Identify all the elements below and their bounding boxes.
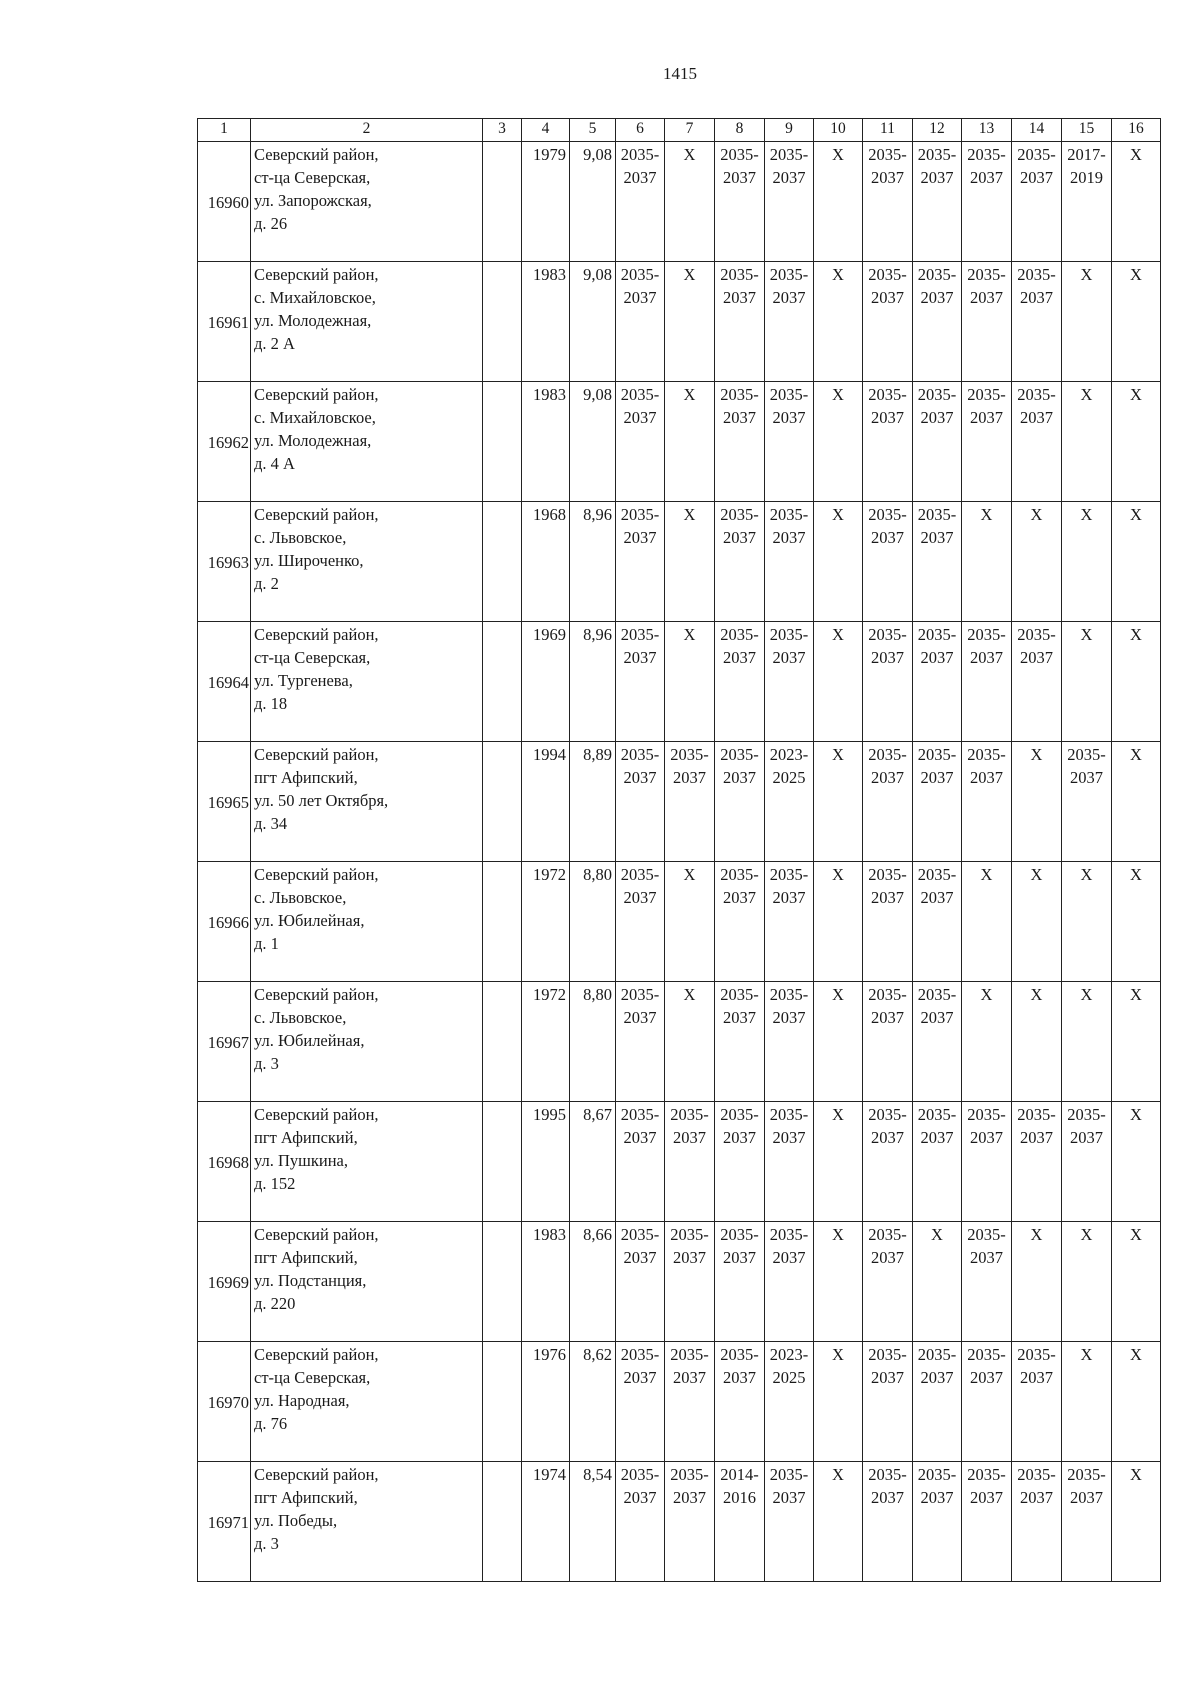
address-cell: Северский район, ст-ца Северская, ул. Тургенева, д. 18 (251, 622, 483, 742)
period-cell: X (913, 1222, 962, 1342)
table-row (198, 1222, 1161, 1342)
period-cell: X (1062, 1222, 1112, 1342)
period-cell: 2035- 2037 (863, 262, 913, 382)
period-cell: X (1062, 1342, 1112, 1462)
period-cell: 2035- 2037 (1012, 622, 1062, 742)
period-cell: 2035- 2037 (863, 862, 913, 982)
table-row (198, 1342, 1161, 1462)
table-row (198, 1102, 1161, 1222)
address-cell: Северский район, с. Львовское, ул. Юбилейная, д. 3 (251, 982, 483, 1102)
period-cell: 2035- 2037 (715, 382, 765, 502)
period-cell: 2035- 2037 (616, 862, 665, 982)
column-number: 6 (616, 119, 665, 142)
period-cell: X (1112, 862, 1161, 982)
period-cell: X (665, 262, 715, 382)
period-cell: 2035- 2037 (715, 622, 765, 742)
period-cell: 2035- 2037 (765, 982, 814, 1102)
period-cell: 2035- 2037 (962, 382, 1012, 502)
period-cell: 2035- 2037 (863, 1462, 913, 1582)
period-cell: 2035- 2037 (616, 262, 665, 382)
period-cell: X (814, 1462, 863, 1582)
period-cell: 2014- 2016 (715, 1462, 765, 1582)
period-cell: X (1112, 982, 1161, 1102)
period-cell: 2035- 2037 (616, 1102, 665, 1222)
table-row (198, 142, 1161, 262)
column-number: 1 (198, 119, 251, 142)
period-cell: 2035- 2037 (1062, 1102, 1112, 1222)
period-cell: X (1062, 502, 1112, 622)
period-cell: 2035- 2037 (715, 1222, 765, 1342)
period-cell: 2035- 2037 (962, 1462, 1012, 1582)
period-cell: 2035- 2037 (913, 142, 962, 262)
table-row (198, 742, 1161, 862)
period-cell: 2035- 2037 (665, 1222, 715, 1342)
period-cell: 2035- 2037 (962, 622, 1012, 742)
column-3-cell (483, 982, 522, 1102)
page-number: 1415 (663, 64, 697, 83)
period-cell: 2035- 2037 (962, 742, 1012, 862)
period-cell: X (1012, 862, 1062, 982)
column-3-cell (483, 862, 522, 982)
row-id-cell: 16964 (198, 622, 251, 742)
column-3-cell (483, 1462, 522, 1582)
address-cell: Северский район, с. Львовское, ул. Юбилейная, д. 1 (251, 862, 483, 982)
period-cell: 2035- 2037 (962, 1222, 1012, 1342)
period-cell: 2035- 2037 (913, 262, 962, 382)
period-cell: X (665, 862, 715, 982)
value-cell: 8,54 (570, 1462, 616, 1582)
period-cell: X (1062, 982, 1112, 1102)
period-cell: 2035- 2037 (913, 502, 962, 622)
period-cell: 2035- 2037 (616, 742, 665, 862)
table-row (198, 622, 1161, 742)
period-cell: 2035- 2037 (1062, 1462, 1112, 1582)
table-row (198, 862, 1161, 982)
column-number: 11 (863, 119, 913, 142)
year-cell: 1974 (522, 1462, 570, 1582)
period-cell: 2035- 2037 (715, 862, 765, 982)
period-cell: 2035- 2037 (715, 502, 765, 622)
period-cell: 2035- 2037 (863, 1102, 913, 1222)
period-cell: 2035- 2037 (863, 622, 913, 742)
column-number: 16 (1112, 119, 1161, 142)
period-cell: 2035- 2037 (863, 742, 913, 862)
address-cell: Северский район, ст-ца Северская, ул. Запорожская, д. 26 (251, 142, 483, 262)
period-cell: 2035- 2037 (1062, 742, 1112, 862)
row-id-cell: 16960 (198, 142, 251, 262)
period-cell: 2035- 2037 (913, 1102, 962, 1222)
period-cell: X (1112, 262, 1161, 382)
period-cell: 2035- 2037 (1012, 262, 1062, 382)
table-row (198, 262, 1161, 382)
period-cell: X (1062, 262, 1112, 382)
period-cell: X (814, 262, 863, 382)
period-cell: X (665, 382, 715, 502)
period-cell: 2035- 2037 (715, 142, 765, 262)
column-number: 9 (765, 119, 814, 142)
value-cell: 8,96 (570, 622, 616, 742)
value-cell: 8,80 (570, 862, 616, 982)
period-cell: 2023- 2025 (765, 1342, 814, 1462)
year-cell: 1983 (522, 262, 570, 382)
period-cell: X (1112, 1342, 1161, 1462)
period-cell: 2035- 2037 (765, 382, 814, 502)
period-cell: 2035- 2037 (962, 142, 1012, 262)
period-cell: X (814, 1102, 863, 1222)
column-3-cell (483, 622, 522, 742)
period-cell: 2035- 2037 (715, 1342, 765, 1462)
value-cell: 8,67 (570, 1102, 616, 1222)
period-cell: 2035- 2037 (616, 1342, 665, 1462)
period-cell: 2035- 2037 (1012, 142, 1062, 262)
registry-table (197, 118, 1161, 1582)
column-3-cell (483, 1102, 522, 1222)
period-cell: X (665, 502, 715, 622)
period-cell: X (1012, 1222, 1062, 1342)
period-cell: 2035- 2037 (765, 502, 814, 622)
column-3-cell (483, 742, 522, 862)
address-cell: Северский район, пгт Афипский, ул. Подстанция, д. 220 (251, 1222, 483, 1342)
period-cell: X (1062, 382, 1112, 502)
period-cell: 2035- 2037 (1012, 1102, 1062, 1222)
period-cell: 2035- 2037 (913, 742, 962, 862)
year-cell: 1995 (522, 1102, 570, 1222)
period-cell: X (1112, 1102, 1161, 1222)
period-cell: X (814, 1342, 863, 1462)
period-cell: X (1062, 622, 1112, 742)
address-cell: Северский район, пгт Афипский, ул. Пушкина, д. 152 (251, 1102, 483, 1222)
period-cell: 2035- 2037 (962, 1342, 1012, 1462)
period-cell: X (665, 982, 715, 1102)
column-number: 7 (665, 119, 715, 142)
value-cell: 9,08 (570, 142, 616, 262)
address-cell: Северский район, пгт Афипский, ул. 50 лет Октября, д. 34 (251, 742, 483, 862)
period-cell: X (962, 502, 1012, 622)
period-cell: 2035- 2037 (913, 382, 962, 502)
row-id-cell: 16967 (198, 982, 251, 1102)
period-cell: 2035- 2037 (913, 1342, 962, 1462)
period-cell: 2035- 2037 (913, 1462, 962, 1582)
period-cell: 2035- 2037 (765, 1222, 814, 1342)
year-cell: 1969 (522, 622, 570, 742)
column-3-cell (483, 262, 522, 382)
value-cell: 8,62 (570, 1342, 616, 1462)
period-cell: 2035- 2037 (616, 622, 665, 742)
period-cell: 2035- 2037 (913, 622, 962, 742)
table-row (198, 1462, 1161, 1582)
period-cell: 2035- 2037 (665, 1462, 715, 1582)
column-number: 13 (962, 119, 1012, 142)
column-number: 4 (522, 119, 570, 142)
period-cell: 2035- 2037 (1012, 382, 1062, 502)
column-number: 14 (1012, 119, 1062, 142)
period-cell: X (814, 502, 863, 622)
row-id-cell: 16963 (198, 502, 251, 622)
period-cell: 2035- 2037 (616, 1462, 665, 1582)
period-cell: X (814, 862, 863, 982)
column-number: 15 (1062, 119, 1112, 142)
table-row (198, 382, 1161, 502)
period-cell: 2035- 2037 (913, 982, 962, 1102)
address-cell: Северский район, пгт Афипский, ул. Победы, д. 3 (251, 1462, 483, 1582)
year-cell: 1976 (522, 1342, 570, 1462)
column-3-cell (483, 502, 522, 622)
period-cell: 2035- 2037 (765, 1462, 814, 1582)
column-number: 10 (814, 119, 863, 142)
address-cell: Северский район, с. Михайловское, ул. Молодежная, д. 2 А (251, 262, 483, 382)
period-cell: 2035- 2037 (863, 1222, 913, 1342)
column-3-cell (483, 142, 522, 262)
period-cell: X (814, 982, 863, 1102)
table-row (198, 502, 1161, 622)
address-cell: Северский район, с. Львовское, ул. Широченко, д. 2 (251, 502, 483, 622)
period-cell: X (814, 622, 863, 742)
row-id-cell: 16966 (198, 862, 251, 982)
period-cell: 2035- 2037 (863, 142, 913, 262)
year-cell: 1979 (522, 142, 570, 262)
period-cell: X (1112, 622, 1161, 742)
period-cell: 2035- 2037 (616, 502, 665, 622)
row-id-cell: 16965 (198, 742, 251, 862)
column-number-row (198, 119, 1161, 142)
period-cell: X (1012, 982, 1062, 1102)
period-cell: X (1112, 142, 1161, 262)
period-cell: 2035- 2037 (765, 862, 814, 982)
period-cell: 2035- 2037 (863, 502, 913, 622)
column-number: 5 (570, 119, 616, 142)
period-cell: 2035- 2037 (616, 382, 665, 502)
year-cell: 1972 (522, 862, 570, 982)
period-cell: 2035- 2037 (715, 982, 765, 1102)
year-cell: 1994 (522, 742, 570, 862)
row-id-cell: 16971 (198, 1462, 251, 1582)
address-cell: Северский район, ст-ца Северская, ул. Народная, д. 76 (251, 1342, 483, 1462)
period-cell: 2023- 2025 (765, 742, 814, 862)
period-cell: 2035- 2037 (616, 982, 665, 1102)
period-cell: 2035- 2037 (962, 1102, 1012, 1222)
period-cell: X (962, 862, 1012, 982)
year-cell: 1983 (522, 382, 570, 502)
row-id-cell: 16969 (198, 1222, 251, 1342)
period-cell: X (1112, 1222, 1161, 1342)
period-cell: X (1112, 742, 1161, 862)
period-cell: 2035- 2037 (715, 742, 765, 862)
period-cell: 2035- 2037 (765, 262, 814, 382)
value-cell: 8,66 (570, 1222, 616, 1342)
period-cell: 2035- 2037 (1012, 1462, 1062, 1582)
period-cell: X (1012, 742, 1062, 862)
period-cell: X (814, 382, 863, 502)
period-cell: 2035- 2037 (715, 1102, 765, 1222)
column-3-cell (483, 382, 522, 502)
period-cell: X (1112, 502, 1161, 622)
year-cell: 1968 (522, 502, 570, 622)
row-id-cell: 16962 (198, 382, 251, 502)
period-cell: X (665, 142, 715, 262)
column-number: 3 (483, 119, 522, 142)
period-cell: X (1012, 502, 1062, 622)
period-cell: 2035- 2037 (765, 622, 814, 742)
value-cell: 8,80 (570, 982, 616, 1102)
period-cell: X (962, 982, 1012, 1102)
period-cell: 2035- 2037 (863, 982, 913, 1102)
value-cell: 9,08 (570, 262, 616, 382)
period-cell: X (814, 742, 863, 862)
period-cell: 2035- 2037 (1012, 1342, 1062, 1462)
period-cell: 2035- 2037 (765, 142, 814, 262)
row-id-cell: 16961 (198, 262, 251, 382)
period-cell: 2035- 2037 (913, 862, 962, 982)
column-number: 8 (715, 119, 765, 142)
period-cell: 2035- 2037 (616, 142, 665, 262)
period-cell: 2035- 2037 (715, 262, 765, 382)
year-cell: 1983 (522, 1222, 570, 1342)
period-cell: X (814, 1222, 863, 1342)
address-cell: Северский район, с. Михайловское, ул. Молодежная, д. 4 А (251, 382, 483, 502)
period-cell: 2035- 2037 (665, 1102, 715, 1222)
column-3-cell (483, 1342, 522, 1462)
row-id-cell: 16968 (198, 1102, 251, 1222)
period-cell: 2035- 2037 (962, 262, 1012, 382)
value-cell: 8,96 (570, 502, 616, 622)
column-3-cell (483, 1222, 522, 1342)
row-id-cell: 16970 (198, 1342, 251, 1462)
table-row (198, 982, 1161, 1102)
period-cell: X (1112, 382, 1161, 502)
value-cell: 8,89 (570, 742, 616, 862)
value-cell: 9,08 (570, 382, 616, 502)
period-cell: 2035- 2037 (616, 1222, 665, 1342)
year-cell: 1972 (522, 982, 570, 1102)
period-cell: X (1062, 862, 1112, 982)
period-cell: 2035- 2037 (765, 1102, 814, 1222)
period-cell: X (1112, 1462, 1161, 1582)
column-number: 12 (913, 119, 962, 142)
period-cell: 2017- 2019 (1062, 142, 1112, 262)
column-number: 2 (251, 119, 483, 142)
period-cell: 2035- 2037 (665, 1342, 715, 1462)
period-cell: 2035- 2037 (863, 1342, 913, 1462)
period-cell: 2035- 2037 (863, 382, 913, 502)
period-cell: 2035- 2037 (665, 742, 715, 862)
period-cell: X (665, 622, 715, 742)
period-cell: X (814, 142, 863, 262)
